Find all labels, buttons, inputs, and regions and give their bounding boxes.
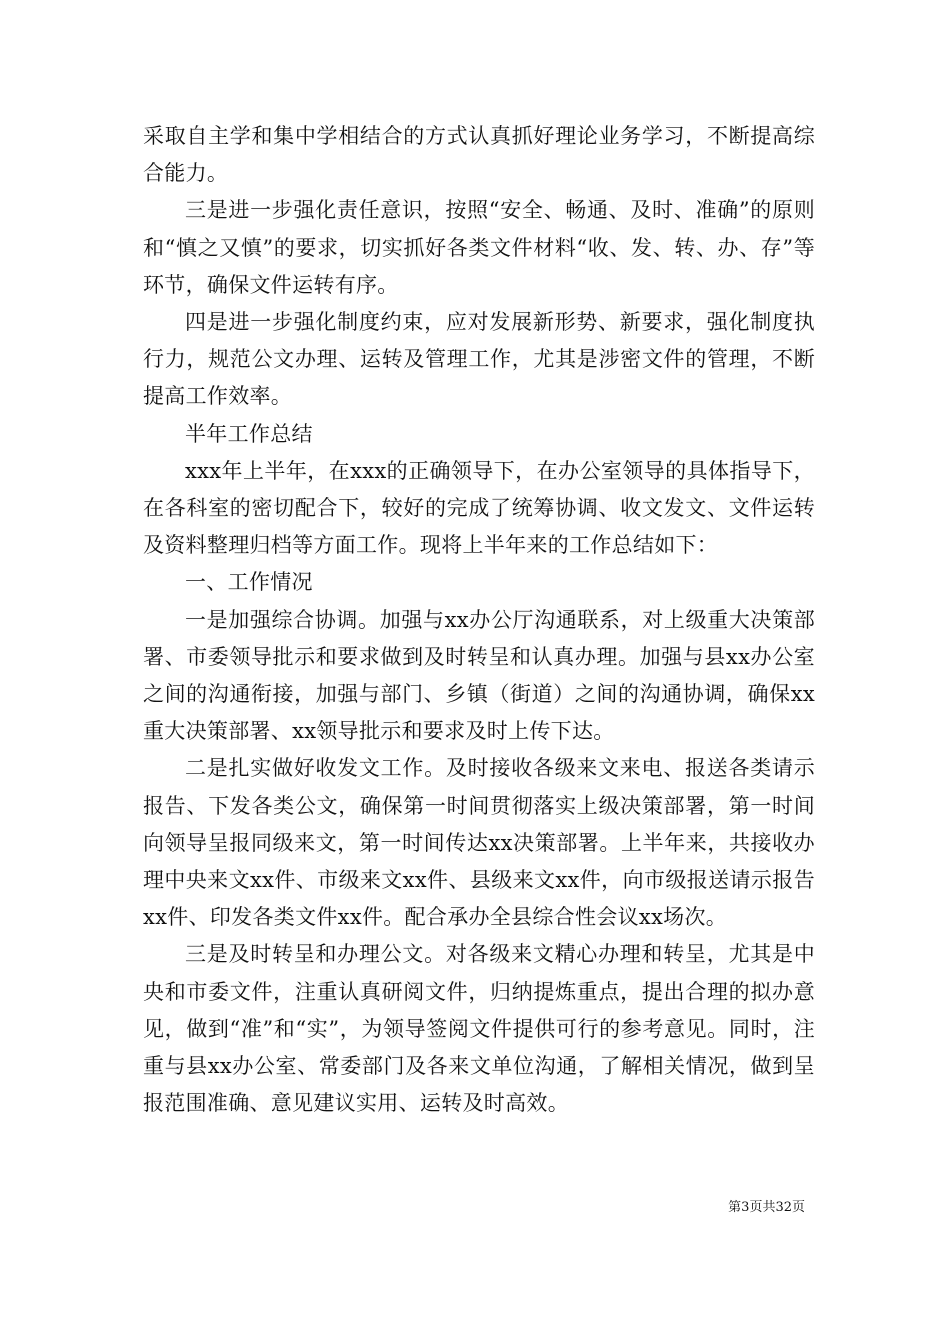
paragraph-6: 二是扎实做好收发文工作。及时接收各级来文来电、报送各类请示报告、下发各类公文，确保第一时间贯彻落实上级决策部署，第一时间向领导呈报同级来文，第一时间传达xx决策部署。上半年来，共接收办理中央来文xx件、市级来文xx件、县级来文xx件，向市级报送请示报告xx件、印发各类文件xx件。配合承办全县综合性会议xx场次。 [143,756,815,930]
paragraph-5: 一是加强综合协调。加强与xx办公厅沟通联系，对上级重大决策部署、市委领导批示和要求做到及时转呈和认真办理。加强与县xx办公室之间的沟通衔接，加强与部门、乡镇（街道）之间的沟通协调，确保xx重大决策部署、xx领导批示和要求及时上传下达。 [143,607,815,744]
paragraph-1: 采取自主学和集中学相结合的方式认真抓好理论业务学习，不断提高综合能力。 [143,124,815,186]
paragraph-4: xxx年上半年，在xxx的正确领导下，在办公室领导的具体指导下，在各科室的密切配合下，较好的完成了统筹协调、收文发文、文件运转及资料整理归档等方面工作。现将上半年来的工作总结如下： [143,458,815,558]
page-number: 第3页共32页 [728,1200,805,1215]
document-body [143,118,815,1122]
paragraph-3: 四是进一步强化制度约束，应对发展新形势、新要求，强化制度执行力，规范公文办理、运转及管理工作，尤其是涉密文件的管理，不断提高工作效率。 [143,310,815,409]
paragraph-7: 三是及时转呈和办理公文。对各级来文精心办理和转呈，尤其是中央和市委文件，注重认真研阅文件，归纳提炼重点，提出合理的拟办意见，做到“准”和“实”，为领导签阅文件提供可行的参考意见。同时，注重与县xx办公室、常委部门及各来文单位沟通，了解相关情况，做到呈报范围准确、意见建议实用、运转及时高效。 [143,942,815,1116]
paragraph-2: 三是进一步强化责任意识，按照“安全、畅通、及时、准确”的原则和“慎之又慎”的要求，切实抓好各类文件材料“收、发、转、办、存”等环节，确保文件运转有序。 [143,198,815,297]
section-heading: 一、工作情况 [185,570,313,595]
section-title: 半年工作总结 [185,421,313,446]
